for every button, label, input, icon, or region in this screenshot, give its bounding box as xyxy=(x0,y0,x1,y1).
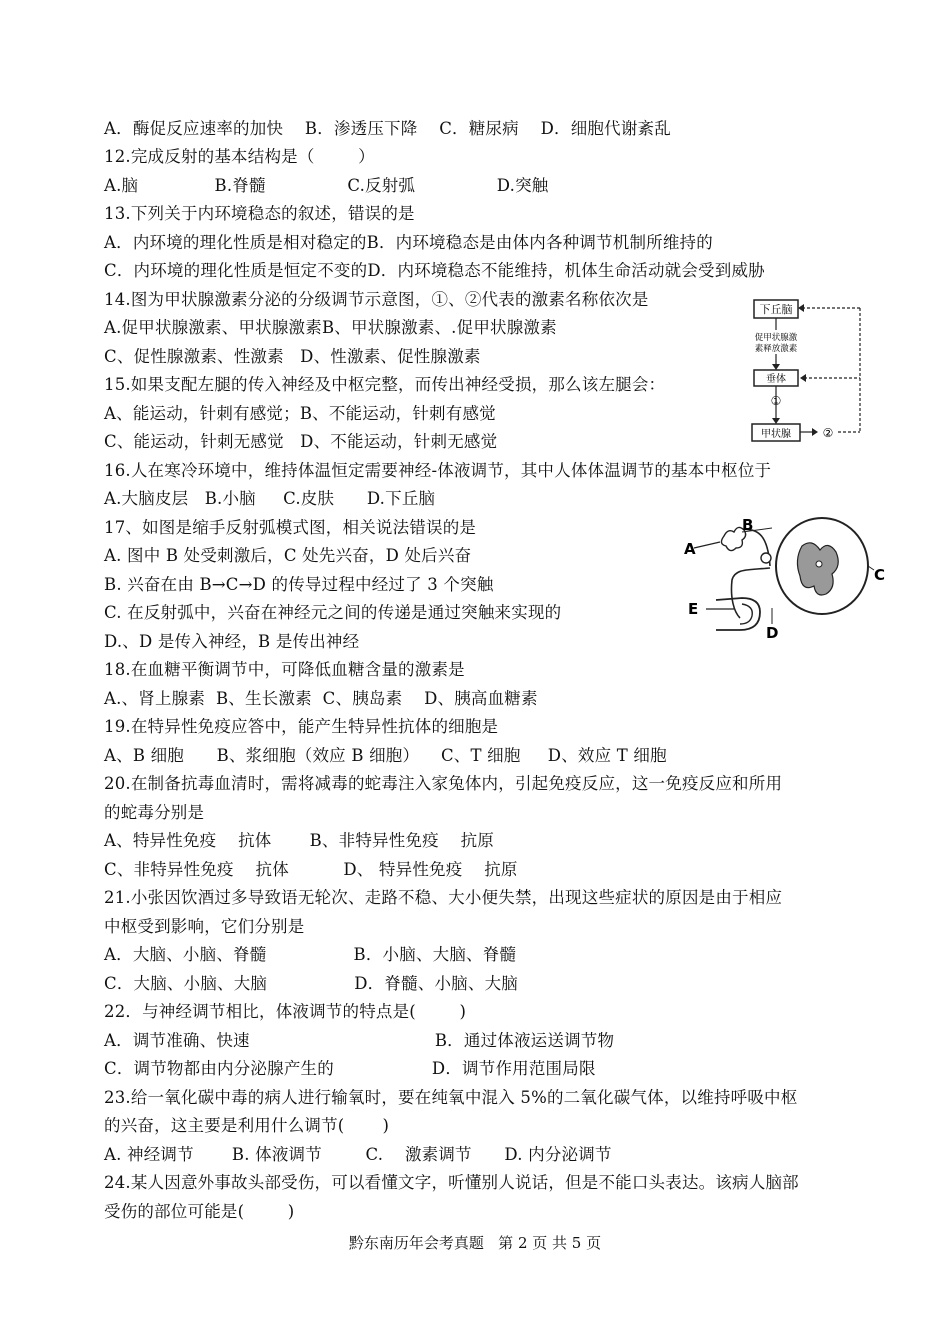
label-1: ① xyxy=(770,394,782,408)
option-line: A、特异性免疫 抗体 B、非特异性免疫 抗原 xyxy=(104,831,495,850)
box-pituitary: 垂体 xyxy=(766,374,786,385)
box-thyroid: 甲状腺 xyxy=(761,429,791,440)
option-line: C、促性腺激素、性激素 D、性激素、促性腺激素 xyxy=(104,347,481,366)
option-line: A. 神经调节 B. 体液调节 C. 激素调节 D. 内分泌调节 xyxy=(104,1145,612,1164)
question-16: 16.人在寒冷环境中，维持体温恒定需要神经-体液调节，其中人体体温调节的基本中枢位于 xyxy=(104,461,772,480)
label-e: E xyxy=(688,600,699,618)
label-2: ② xyxy=(822,426,834,440)
question-19: 19.在特异性免疫应答中，能产生特异性抗体的细胞是 xyxy=(104,717,499,736)
option-line: A.促甲状腺激素、甲状腺激素B、甲状腺激素、.促甲状腺激素 xyxy=(104,318,557,337)
option-line: A.脑 B.脊髓 C.反射弧 D.突触 xyxy=(104,176,549,195)
question-22: 22．与神经调节相比，体液调节的特点是( ) xyxy=(104,1002,467,1021)
question-15: 15.如果支配左腿的传入神经及中枢完整，而传出神经受损，那么该左腿会： xyxy=(104,375,666,394)
label-trh-2: 素释放激素 xyxy=(754,344,798,354)
option-line: A．大脑、小脑、脊髓 B．小脑、大脑、脊髓 xyxy=(104,945,517,964)
option-line: C. 在反射弧中，兴奋在神经元之间的传递是通过突触来实现的 xyxy=(104,603,562,622)
question-20-cont: 的蛇毒分别是 xyxy=(104,803,205,822)
question-23: 23.给一氧化碳中毒的病人进行输氧时，要在纯氧中混入 5%的二氧化碳气体，以维持呼吸中枢 xyxy=(104,1088,798,1107)
option-line: C．大脑、小脑、大脑 D．脊髓、小脑、大脑 xyxy=(104,974,518,993)
option-line: A.、肾上腺素 B、生长激素 C、胰岛素 D、胰高血糖素 xyxy=(104,689,538,708)
question-13: 13.下列关于内环境稳态的叙述，错误的是 xyxy=(104,204,415,223)
question-21-cont: 中枢受到影响，它们分别是 xyxy=(104,917,305,936)
question-20: 20.在制备抗毒血清时，需将减毒的蛇毒注入家兔体内，引起免疫反应，这一免疫反应和所用 xyxy=(104,774,783,793)
option-line: B. 兴奋在由 B→C→D 的传导过程中经过了 3 个突触 xyxy=(104,575,494,594)
option-line: A.大脑皮层 B.小脑 C.皮肤 D.下丘脑 xyxy=(104,489,436,508)
question-24: 24.某人因意外事故头部受伤，可以看懂文字，听懂别人说话，但是不能口头表达。该病人脑部 xyxy=(104,1173,799,1192)
option-line: C．内环境的理化性质是恒定不变的D．内环境稳态不能维持，机体生命活动就会受到威胁 xyxy=(104,261,765,280)
question-23-cont: 的兴奋，这主要是利用什么调节( ) xyxy=(104,1116,390,1135)
option-line: A．酶促反应速率的加快 B．渗透压下降 C．糖尿病 D．细胞代谢紊乱 xyxy=(104,119,671,138)
question-14: 14.图为甲状腺激素分泌的分级调节示意图，①、②代表的激素名称依次是 xyxy=(104,290,649,309)
question-12: 12.完成反射的基本结构是（ ） xyxy=(104,147,375,166)
question-24-cont: 受伤的部位可能是( ) xyxy=(104,1202,295,1221)
option-line: C、非特异性免疫 抗体 D、 特异性免疫 抗原 xyxy=(104,860,518,879)
label-trh-1: 促甲状腺激 xyxy=(754,333,798,343)
reflex-arc-diagram xyxy=(680,508,890,643)
question-21: 21.小张因饮酒过多导致语无轮次、走路不稳、大小便失禁，出现这些症状的原因是由于相应 xyxy=(104,888,783,907)
option-line: A、B 细胞 B、浆细胞（效应 B 细胞） C、T 细胞 D、效应 T 细胞 xyxy=(104,746,667,765)
label-b: B xyxy=(742,516,754,534)
option-line: D.、D 是传入神经，B 是传出神经 xyxy=(104,632,360,651)
page-footer: 黔东南历年会考真题 第 2 页 共 5 页 xyxy=(348,1234,602,1252)
box-hypothalamus: 下丘脑 xyxy=(759,303,793,316)
question-18: 18.在血糖平衡调节中，可降低血糖含量的激素是 xyxy=(104,660,465,679)
option-line: C、能运动，针刺无感觉 D、不能运动，针刺无感觉 xyxy=(104,432,498,451)
label-d: D xyxy=(766,624,779,642)
option-line: A．内环境的理化性质是相对稳定的B．内环境稳态是由体内各种调节机制所维持的 xyxy=(104,233,713,252)
option-line: A. 图中 B 处受刺激后，C 处先兴奋，D 处后兴奋 xyxy=(104,546,472,565)
option-line: A．调节准确、快速 B．通过体液运送调节物 xyxy=(104,1031,615,1050)
question-17: 17、如图是缩手反射弧模式图，相关说法错误的是 xyxy=(104,518,477,537)
label-c: C xyxy=(874,566,886,584)
thyroid-regulation-diagram xyxy=(740,292,870,452)
option-line: A、能运动，针刺有感觉；B、不能运动，针刺有感觉 xyxy=(104,404,496,423)
label-a: A xyxy=(684,540,696,558)
option-line: C．调节物都由内分泌腺产生的 D．调节作用范围局限 xyxy=(104,1059,596,1078)
